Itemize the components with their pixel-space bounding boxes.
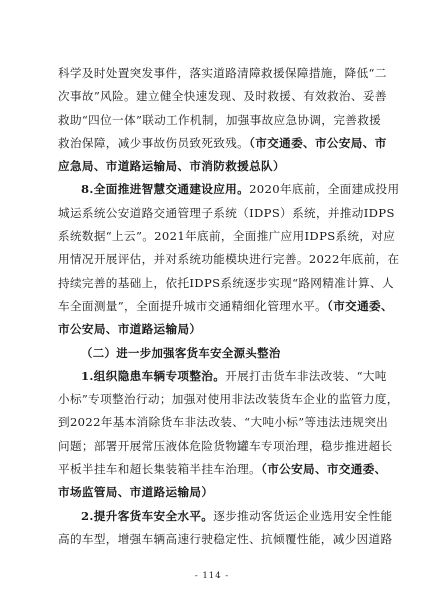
bold-text: （二）进一步加强客货车安全源头整治 [81, 345, 281, 360]
text-span: 次事故”风险。建立健全快速发现、及时救援、有效救治、妥善 [58, 89, 387, 104]
text-line [58, 248, 400, 271]
text-span: 救治保障，减少事故伤员致死致残。 [58, 135, 250, 150]
text-line [58, 318, 374, 341]
text-span: 平板半挂车和超长集装箱半挂车治理。 [58, 462, 262, 477]
bold-text: （市交通委、市公安局、市 [249, 135, 387, 150]
text-line [58, 528, 393, 551]
text-line [58, 225, 396, 248]
text-line [58, 481, 374, 504]
text-line [58, 365, 387, 388]
text-span: 开展打击货车非法改装、“大吨 [225, 368, 387, 383]
text-line [58, 272, 394, 295]
text-span: 救助“四位一体”联动工作机制，加强事故应急协调，完善救援 [58, 112, 382, 127]
text-span: 逐步推动客货运企业选用安全性能 [213, 508, 393, 523]
text-span: 问题；部署开展常压液体危险货物罐车专项治理，稳步推进超长 [58, 438, 393, 453]
text-line [58, 178, 400, 201]
text-span: 2020年底前，全面建成投用 [249, 182, 400, 197]
text-span: 用情况开展评估，并对系统功能模块进行完善。2022年底前，在 [58, 252, 400, 267]
page-number: - 114 - [194, 571, 230, 581]
text-line [58, 435, 393, 458]
bold-text: 1.组织隐患车辆专项整治。 [81, 368, 226, 383]
text-span: 小标”专项整治行动；加强对使用非法改装货车企业的监管力度， [58, 392, 399, 407]
text-span: 车全面测量”，全面提升城市交通精细化管理水平。 [58, 298, 328, 313]
text-line [58, 109, 382, 132]
body-text [58, 62, 400, 551]
section-heading [58, 342, 374, 365]
text-line [58, 155, 374, 178]
text-line [58, 458, 387, 481]
text-span: 城运系统公安道路交通管理子系统（IDPS）系统，并推动IDPS [58, 205, 395, 220]
bold-text: 市公安局、市道路运输局） [58, 322, 202, 337]
text-span: 到2022年基本消除货车非法改装、“大吨小标”等违法违规突出 [58, 415, 389, 430]
bold-text: （市公安局、市交通委、 [261, 462, 387, 477]
bold-text: 市场监管局、市道路运输局） [58, 485, 214, 500]
bold-text: （市交通委、 [327, 298, 393, 313]
bold-text: 2.提升客货车安全水平。 [81, 508, 214, 523]
text-span: 科学及时处置突发事件，落实道路清障救援保障措施，降低“二 [58, 66, 387, 80]
text-line [58, 505, 393, 528]
text-span: 高的车型，增强车辆高速行驶稳定性、抗倾覆性能，减少因道路 [58, 531, 393, 546]
text-line [58, 202, 395, 225]
bold-text: 应急局、市道路运输局、市消防救援总队） [58, 159, 285, 174]
text-span: 持续完善的基础上，依托IDPS系统逐步实现“路网精准计算、人 [58, 275, 394, 290]
text-span: 系统数据“上云”。2021年底前，全面推广应用IDPS系统，对应 [58, 229, 396, 244]
text-line [58, 411, 389, 434]
text-line [58, 85, 387, 108]
text-line [58, 295, 393, 318]
text-line [58, 132, 387, 155]
bold-text: 8.全面推进智慧交通建设应用。 [81, 182, 250, 197]
text-line [58, 62, 387, 85]
text-line [58, 388, 399, 411]
